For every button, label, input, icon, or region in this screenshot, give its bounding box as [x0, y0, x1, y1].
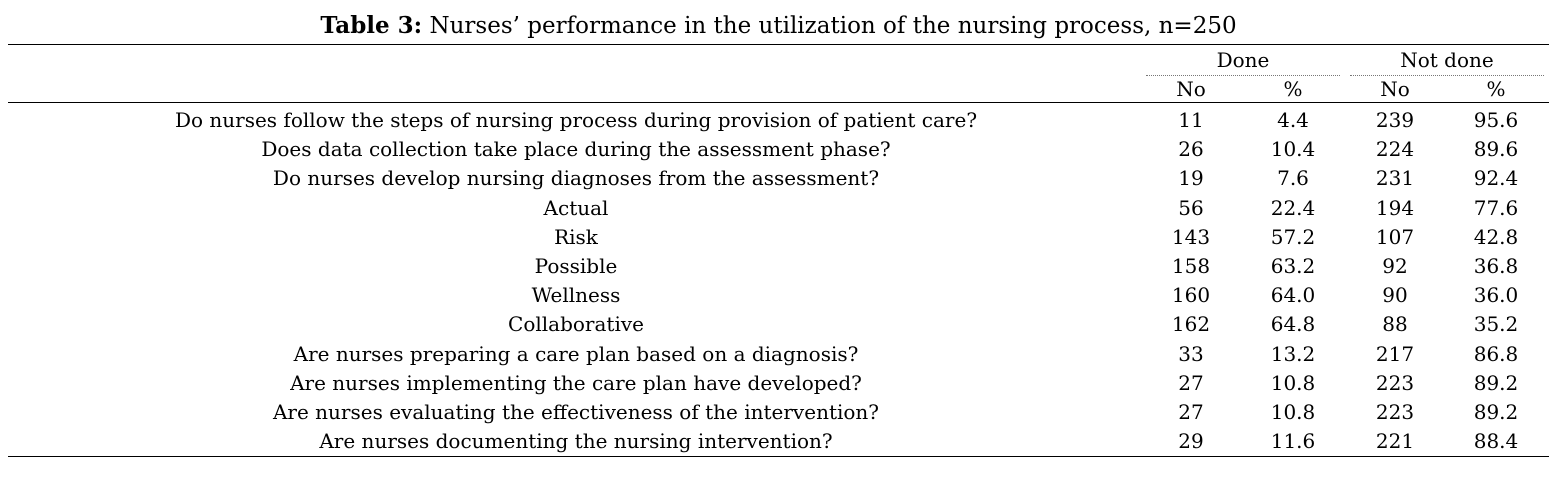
row-done-no: 162 [1171, 312, 1211, 336]
row-done-no: 11 [1178, 108, 1204, 132]
row-question: Collaborative [508, 312, 644, 336]
row-done-percent: 10.8 [1270, 400, 1316, 424]
row-done-no: 26 [1178, 137, 1204, 161]
row-question: Actual [543, 196, 609, 220]
row-done-percent: 64.8 [1270, 312, 1316, 336]
row-not-done-no: 221 [1375, 429, 1415, 453]
row-done-percent: 22.4 [1270, 196, 1316, 220]
row-question: Are nurses documenting the nursing intervention? [319, 429, 833, 453]
row-not-done-percent: 92.4 [1473, 166, 1519, 190]
row-not-done-no: 224 [1375, 137, 1415, 161]
row-not-done-percent: 89.6 [1473, 137, 1519, 161]
row-not-done-percent: 86.8 [1473, 342, 1519, 366]
row-question: Does data collection take place during the assessment phase? [261, 137, 891, 161]
row-not-done-no: 92 [1382, 254, 1408, 278]
table-caption-label: Table 3: [320, 12, 423, 39]
header-group-done: Done [1216, 48, 1270, 72]
row-done-percent: 13.2 [1270, 342, 1316, 366]
row-not-done-percent: 95.6 [1473, 108, 1519, 132]
row-done-no: 19 [1178, 166, 1204, 190]
header-group-not-done: Not done [1400, 48, 1494, 72]
row-not-done-percent: 89.2 [1473, 400, 1519, 424]
row-not-done-percent: 42.8 [1473, 225, 1519, 249]
row-done-no: 158 [1171, 254, 1211, 278]
row-done-percent: 57.2 [1270, 225, 1316, 249]
row-done-percent: 4.4 [1277, 108, 1309, 132]
table-top-rule [8, 44, 1549, 45]
row-not-done-no: 231 [1375, 166, 1415, 190]
row-question: Are nurses evaluating the effectiveness of the intervention? [272, 400, 880, 424]
header-not-done-no: No [1380, 77, 1410, 101]
row-not-done-percent: 35.2 [1473, 312, 1519, 336]
row-question: Risk [554, 225, 598, 249]
table-caption [0, 10, 1557, 42]
header-not-done-percent: % [1486, 77, 1506, 101]
row-question: Do nurses follow the steps of nursing process during provision of patient care? [174, 108, 978, 132]
header-done-percent: % [1283, 77, 1303, 101]
row-question: Wellness [531, 283, 621, 307]
row-done-no: 143 [1171, 225, 1211, 249]
row-done-no: 29 [1178, 429, 1204, 453]
row-not-done-percent: 36.0 [1473, 283, 1519, 307]
row-done-percent: 10.4 [1270, 137, 1316, 161]
row-not-done-no: 194 [1375, 196, 1415, 220]
row-question: Are nurses implementing the care plan have developed? [290, 371, 862, 395]
row-done-no: 27 [1178, 371, 1204, 395]
row-not-done-percent: 88.4 [1473, 429, 1519, 453]
row-question: Do nurses develop nursing diagnoses from the assessment? [272, 166, 880, 190]
header-done-no: No [1176, 77, 1206, 101]
row-done-no: 27 [1178, 400, 1204, 424]
row-not-done-percent: 89.2 [1473, 371, 1519, 395]
row-done-no: 33 [1178, 342, 1204, 366]
row-not-done-percent: 77.6 [1473, 196, 1519, 220]
row-done-percent: 10.8 [1270, 371, 1316, 395]
row-not-done-no: 88 [1382, 312, 1408, 336]
row-not-done-no: 107 [1375, 225, 1415, 249]
row-question: Possible [534, 254, 618, 278]
row-done-no: 160 [1171, 283, 1211, 307]
row-not-done-percent: 36.8 [1473, 254, 1519, 278]
row-done-percent: 7.6 [1277, 166, 1309, 190]
row-not-done-no: 217 [1375, 342, 1415, 366]
table-header-rule [8, 102, 1549, 103]
row-question: Are nurses preparing a care plan based on a diagnosis? [293, 342, 859, 366]
row-not-done-no: 223 [1375, 371, 1415, 395]
row-not-done-no: 223 [1375, 400, 1415, 424]
row-done-percent: 63.2 [1270, 254, 1316, 278]
table-bottom-rule [8, 456, 1549, 457]
row-done-percent: 64.0 [1270, 283, 1316, 307]
row-not-done-no: 239 [1375, 108, 1415, 132]
table-caption-text: Nurses’ performance in the utilization of the nursing process, n=250 [422, 13, 1237, 39]
row-not-done-no: 90 [1382, 283, 1408, 307]
row-done-no: 56 [1178, 196, 1204, 220]
row-done-percent: 11.6 [1270, 429, 1316, 453]
